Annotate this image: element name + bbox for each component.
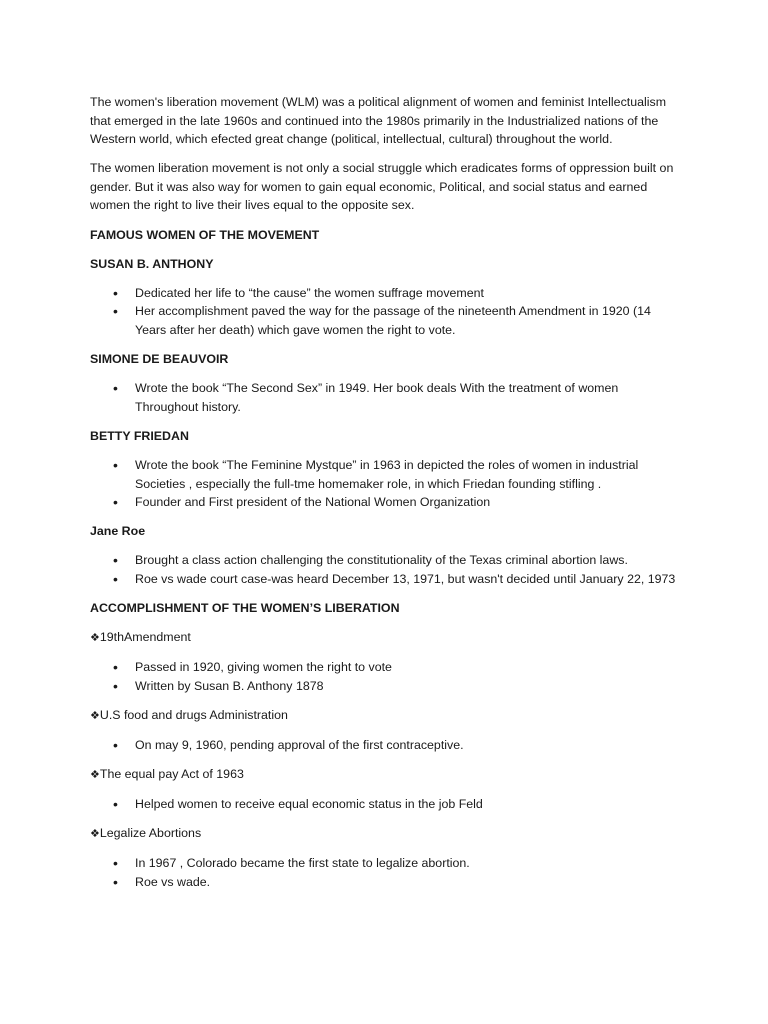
person-list-roe (90, 551, 680, 588)
diamond-bullet-icon: ❖ (90, 828, 100, 841)
accomplishment-heading-abortions (90, 824, 680, 844)
accomplishment-list-equal-pay (90, 795, 680, 814)
diamond-bullet-icon: ❖ (90, 709, 100, 722)
list-item: • Dedicated her life to “the cause” the women suffrage movement (90, 284, 680, 303)
person-list-friedan (90, 456, 680, 512)
accomplishment-heading-fda (90, 706, 680, 726)
person-list-beauvoir (90, 379, 680, 416)
list-item: • Written by Susan B. Anthony 1878 (90, 677, 680, 696)
person-heading-friedan: BETTY FRIEDAN (90, 428, 189, 443)
list-item: • Her accomplishment paved the way for the passage of the nineteenth Amendment in 1920 (14 Years after her death) which gave women the right to vote. (90, 302, 680, 339)
diamond-bullet-icon: ❖ (90, 769, 100, 782)
diamond-bullet-icon: ❖ (90, 632, 100, 645)
list-item: • In 1967 , Colorado became the first state to legalize abortion. (90, 854, 680, 873)
person-heading-beauvoir: SIMONE DE BEAUVOIR (90, 352, 229, 367)
list-item: • On may 9, 1960, pending approval of the first contraceptive. (90, 736, 680, 755)
intro-paragraph-1: The women's liberation movement (WLM) was a political alignment of women and feminist Intellectualism that emerged in the late 1960s and continued into the 1980s primarily in the Industrialized nations of the Western world, which efected great change (political, intellectual, cultural) throughout the world. (90, 95, 667, 147)
famous-women-heading: FAMOUS WOMEN OF THE MOVEMENT (90, 227, 320, 242)
accomplishment-title: The equal pay Act of 1963 (99, 767, 244, 782)
intro-paragraph-2: The women liberation movement is not only a social struggle which eradicates forms of oppression built on gender. But it was also way for women to gain equal economic, Political, and social status and earned women the right to live their lives equal to the opposite sex. (90, 161, 674, 213)
person-heading-roe: Jane Roe (90, 524, 146, 539)
accomplishment-title: U.S food and drugs Administration (99, 707, 288, 722)
list-item: • Helped women to receive equal economic status in the job Feld (90, 795, 680, 814)
accomplishment-heading-equal-pay (90, 765, 680, 785)
accomplishments-heading: ACCOMPLISHMENT OF THE WOMEN’S LIBERATION (90, 600, 400, 615)
accomplishment-title: 19thAmendment (99, 630, 191, 645)
person-list-anthony (90, 284, 680, 340)
list-item: • Brought a class action challenging the constitutionality of the Texas criminal abortion laws. (90, 551, 680, 570)
accomplishment-list-abortions (90, 854, 680, 891)
accomplishment-list-fda (90, 736, 680, 755)
accomplishment-list-19th (90, 658, 680, 695)
list-item: • Wrote the book “The Second Sex” in 1949. Her book deals With the treatment of women Throughout history. (90, 379, 680, 416)
document-page (90, 93, 680, 902)
person-heading-anthony: SUSAN B. ANTHONY (90, 256, 214, 271)
accomplishment-title: Legalize Abortions (99, 826, 202, 841)
accomplishment-heading-19th (90, 628, 680, 648)
list-item: • Passed in 1920, giving women the right to vote (90, 658, 680, 677)
list-item: • Founder and First president of the National Women Organization (90, 493, 680, 512)
list-item: • Wrote the book “The Feminine Mystque” in 1963 in depicted the roles of women in industrial Societies , especially the full-tme homemaker role, in which Friedan founding stifling . (90, 456, 680, 493)
list-item: • Roe vs wade court case-was heard December 13, 1971, but wasn't decided until January 22, 1973 (90, 570, 680, 589)
list-item: • Roe vs wade. (90, 873, 680, 892)
